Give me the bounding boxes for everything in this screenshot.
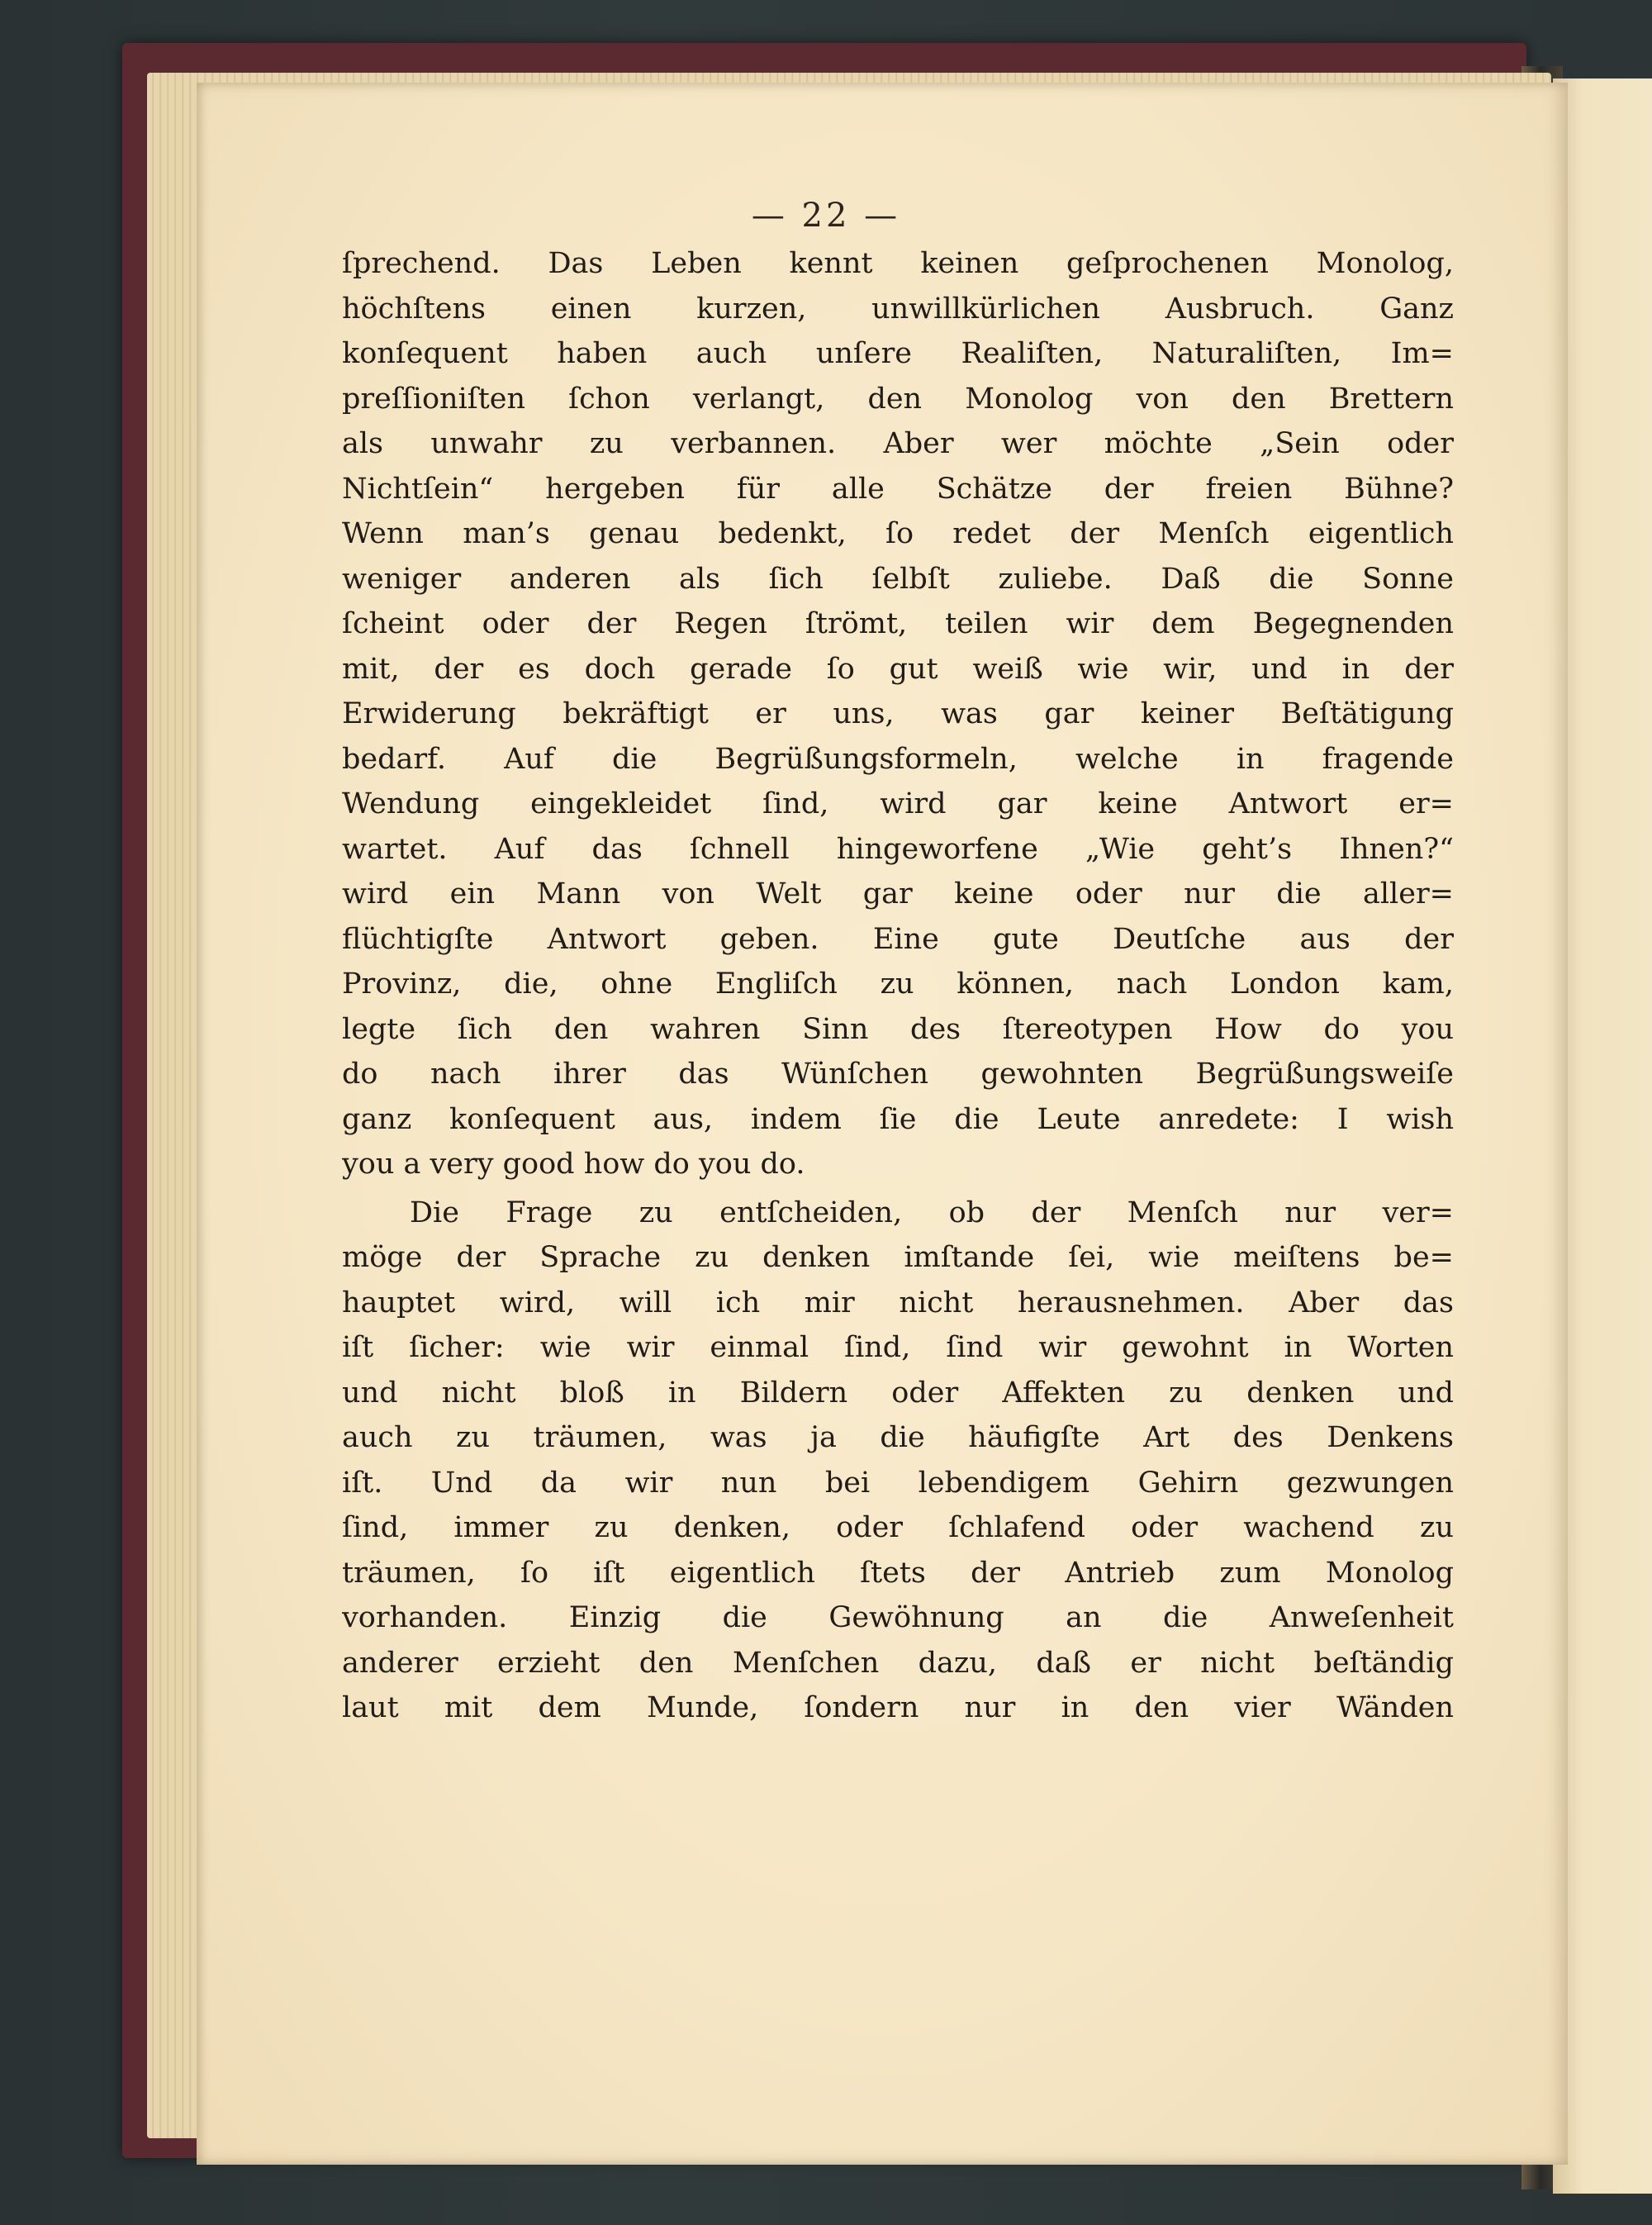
facing-page-edge xyxy=(1553,78,1652,2194)
text-line: legte ſich den wahren Sinn des ſtereotypen How do you xyxy=(342,1012,1454,1046)
text-line: und nicht bloß in Bildern oder Affekten zu denken und xyxy=(342,1376,1454,1410)
text-line: flüchtigſte Antwort geben. Eine gute Deutſche aus der xyxy=(342,922,1454,956)
text-line: weniger anderen als ſich ſelbſt zuliebe. Daß die Sonne xyxy=(342,562,1454,596)
text-line: Nichtſein“ hergeben für alle Schätze der freien Bühne? xyxy=(342,472,1454,506)
text-line: iſt ſicher: wie wir einmal ſind, ſind wir gewohnt in Worten xyxy=(342,1331,1454,1364)
text-line: Wendung eingekleidet ſind, wird gar keine Antwort er= xyxy=(342,787,1454,820)
text-line: Erwiderung bekräftigt er uns, was gar keiner Beſtätigung xyxy=(342,697,1454,730)
text-line: laut mit dem Munde, ſondern nur in den vier Wänden xyxy=(342,1691,1454,1724)
text-line: möge der Sprache zu denken imſtande ſei, wie meiſtens be= xyxy=(342,1241,1454,1274)
text-line: als unwahr zu verbannen. Aber wer möchte „Sein oder xyxy=(342,427,1454,460)
text-line: you a very good how do you do. xyxy=(342,1148,805,1181)
text-line: hauptet wird, will ich mir nicht herausnehmen. Aber das xyxy=(342,1286,1454,1319)
text-line: vorhanden. Einzig die Gewöhnung an die Anweſenheit xyxy=(342,1601,1454,1634)
text-line: auch zu träumen, was ja die häufigſte Art des Denkens xyxy=(342,1421,1454,1454)
text-line: mit, der es doch gerade ſo gut weiß wie wir, und in der xyxy=(342,652,1454,686)
text-line: konſequent haben auch unſere Realiſten, Naturaliſten, Im= xyxy=(342,337,1454,370)
text-line: iſt. Und da wir nun bei lebendigem Gehirn gezwungen xyxy=(342,1466,1454,1500)
page-number: — 22 — xyxy=(751,197,901,235)
text-line: Provinz, die, ohne Engliſch zu können, nach London kam, xyxy=(342,967,1454,1001)
text-line: preſſioniſten ſchon verlangt, den Monolog von den Brettern xyxy=(342,382,1454,416)
text-line: wartet. Auf das ſchnell hingeworfene „Wie geht’s Ihnen?“ xyxy=(342,832,1454,866)
text-line: do nach ihrer das Wünſchen gewohnten Begrüßungsweiſe xyxy=(342,1058,1454,1091)
text-line: ſprechend. Das Leben kennt keinen geſprochenen Monolog, xyxy=(342,247,1454,280)
text-line: anderer erzieht den Menſchen dazu, daß er nicht beſtändig xyxy=(342,1646,1454,1680)
body-text xyxy=(342,241,1454,1731)
text-line: ganz konſequent aus, indem ſie die Leute anredete: I wish xyxy=(342,1102,1454,1136)
text-line: träumen, ſo iſt eigentlich ſtets der Antrieb zum Monolog xyxy=(342,1556,1454,1590)
text-line: ſcheint oder der Regen ſtrömt, teilen wir dem Begegnenden xyxy=(342,607,1454,640)
text-line: wird ein Mann von Welt gar keine oder nur die aller= xyxy=(342,877,1454,910)
text-line: ſind, immer zu denken, oder ſchlafend oder wachend zu xyxy=(342,1511,1454,1544)
text-line: bedarf. Auf die Begrüßungsformeln, welche in fragende xyxy=(342,742,1454,776)
text-line: Die Frage zu entſcheiden, ob der Menſch nur ver= xyxy=(410,1196,1454,1229)
text-line: Wenn man’s genau bedenkt, ſo redet der Menſch eigentlich xyxy=(342,517,1454,550)
text-line: höchſtens einen kurzen, unwillkürlichen Ausbruch. Ganz xyxy=(342,292,1454,326)
